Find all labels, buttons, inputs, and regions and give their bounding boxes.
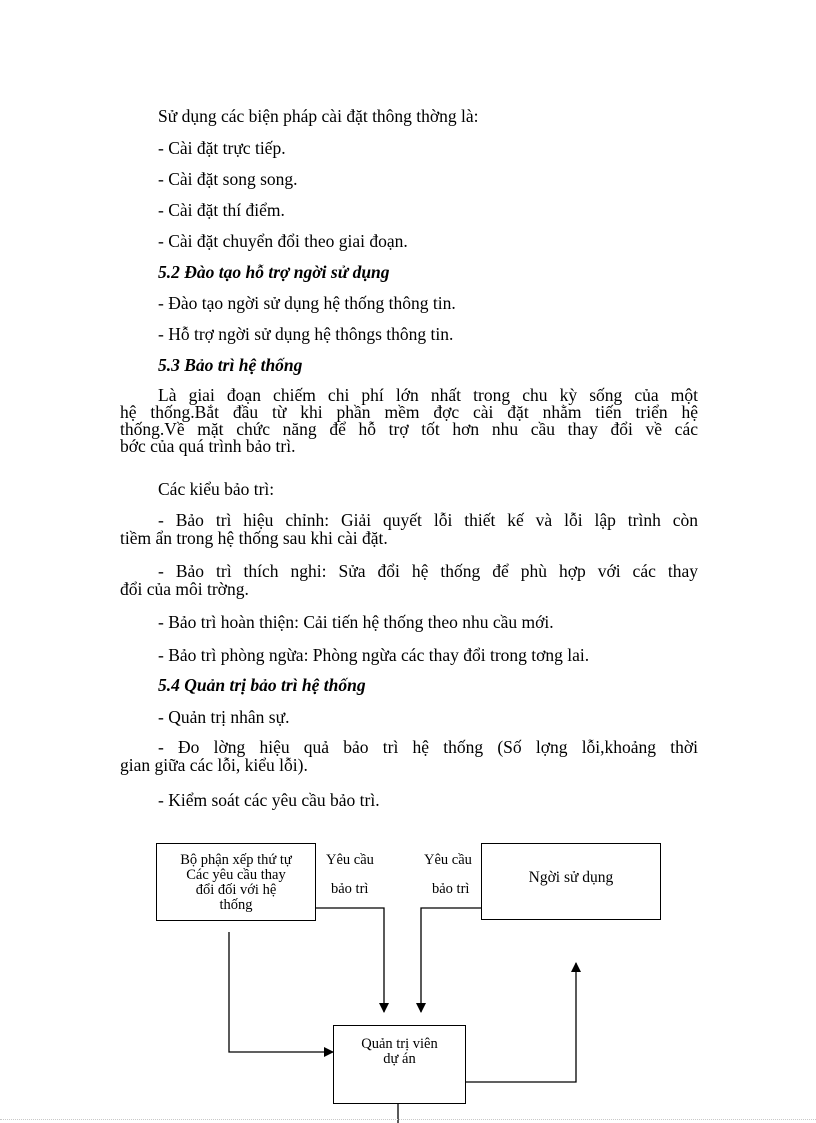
section-heading-5-4: 5.4 Quản trị bảo trì hệ thống: [158, 675, 366, 695]
paragraph-line: bớc của quá trình bảo trì.: [120, 436, 296, 456]
list-item: - Bảo trì hoàn thiện: Cải tiến hệ thống theo nhu cầu mới.: [158, 612, 554, 632]
paragraph-line: gian giữa các lỗi, kiểu lỗi).: [120, 755, 308, 775]
maintenance-request-label: bảo trì: [432, 881, 470, 897]
paragraph-line: - Bảo trì thích nghi: Sửa đổi hệ thống để phù hợp với các thay: [158, 561, 698, 581]
paragraph-line: đổi của môi trờng.: [120, 579, 249, 599]
box-text-line: đổi đối với hệ: [195, 882, 277, 898]
paragraph-line: - Đo lờng hiệu quả bảo trì hệ thống (Số lợng lỗi,khoảng thời: [158, 737, 698, 757]
section-heading-5-3: 5.3 Bảo trì hệ thống: [158, 355, 303, 375]
page-bottom-edge: [0, 1119, 816, 1120]
paragraph-line: Là giai đoạn chiếm chi phí lớn nhất trong chu kỳ sống của một: [158, 385, 698, 405]
maintenance-request-label: Yêu cầu: [326, 852, 374, 868]
list-item: - Hỗ trợ ngời sử dụng hệ thôngs thông tin.: [158, 324, 454, 344]
maintenance-types-title: Các kiểu bảo trì:: [158, 479, 275, 499]
box-text-line: Bộ phận xếp thứ tự: [180, 852, 292, 868]
priority-department-box: [156, 843, 316, 921]
connector-priority-to-manager: [315, 908, 384, 1012]
connector-priority-bottom-to-manager: [229, 932, 333, 1052]
paragraph-line: tiềm ẩn trong hệ thống sau khi cài đặt.: [120, 528, 388, 548]
list-item: - Cài đặt thí điểm.: [158, 200, 285, 220]
user-box: [481, 843, 661, 920]
project-manager-box: [333, 1025, 466, 1104]
box-text-line: Ngời sử dụng: [528, 869, 614, 886]
connector-manager-to-user: [465, 963, 576, 1082]
box-text-line: Các yêu cầu thay: [186, 867, 286, 883]
intro-text: Sử dụng các biện pháp cài đặt thông thờng là:: [158, 106, 479, 126]
paragraph-line: thống.Về mặt chức năng để hỗ trợ tốt hơn nhu cầu thay đổi về các: [120, 419, 698, 439]
box-text-line: thống: [219, 897, 253, 913]
list-item: - Cài đặt trực tiếp.: [158, 138, 286, 158]
section-heading-5-2: 5.2 Đào tạo hỗ trợ ngời sử dụng: [158, 262, 390, 282]
list-item: - Kiểm soát các yêu cầu bảo trì.: [158, 790, 380, 810]
paragraph-line: - Bảo trì hiệu chỉnh: Giải quyết lỗi thiết kế và lỗi lập trình còn: [158, 510, 698, 530]
paragraph-line: hệ thống.Bắt đầu từ khi phần mềm đợc cài đặt nhằm tiến triển hệ: [120, 402, 698, 422]
maintenance-request-label: Yêu cầu: [424, 852, 472, 868]
list-item: - Quản trị nhân sự.: [158, 707, 290, 727]
list-item: - Bảo trì phòng ngừa: Phòng ngừa các thay đổi trong tơng lai.: [158, 645, 590, 665]
list-item: - Đào tạo ngời sử dụng hệ thống thông tin.: [158, 293, 456, 313]
connector-user-to-manager: [421, 908, 482, 1012]
box-text-line: Quản trị viên: [361, 1036, 438, 1052]
list-item: - Cài đặt song song.: [158, 169, 298, 189]
maintenance-request-label: bảo trì: [331, 881, 369, 897]
box-text-line: dự án: [383, 1051, 416, 1067]
list-item: - Cài đặt chuyển đổi theo giai đoạn.: [158, 231, 408, 251]
